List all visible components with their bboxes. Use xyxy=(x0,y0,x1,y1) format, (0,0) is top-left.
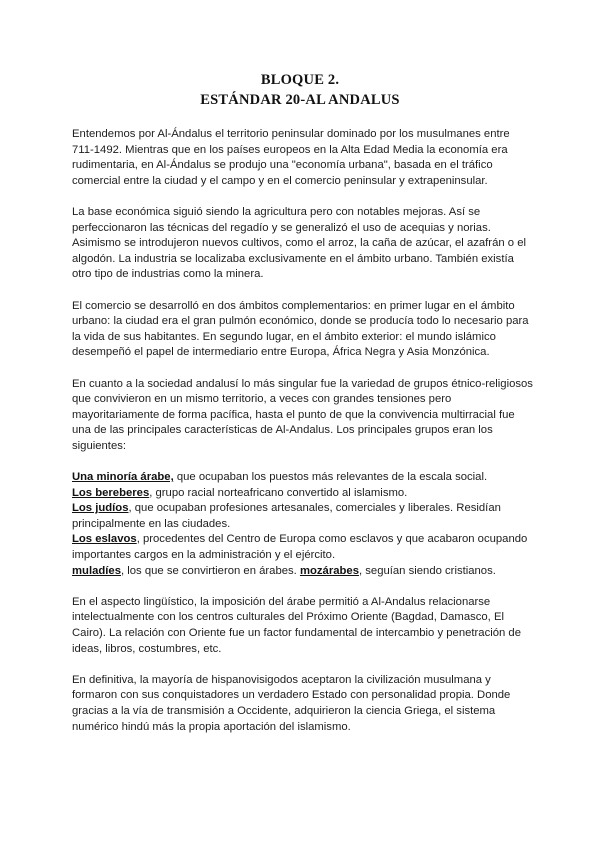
conclusion-paragraph: En definitiva, la mayoría de hispanovisigodos aceptaron la civilización musulmana y formaron con sus conquistadores un verdadero Estado con personalidad propia. Donde gracias a la vía de transmisión a Occidente, adquirieron la ciencia Griega, el sistema numérico hindú más la propia aportación del islamismo. xyxy=(72,673,511,733)
economy-paragraph: La base económica siguió siendo la agricultura pero con notables mejoras. Así se perfeccionaron las técnicas del regadío y se generalizó el uso de acequias y norias. Asimismo se introdujeron nuevos cultivos, como el arroz, la caña de azúcar, el azafrán o el algodón. La industria se localizaba exclusivamente en el ámbito urbano. También existía otro tipo de industrias como la minera. xyxy=(72,205,526,281)
document-body xyxy=(72,127,534,751)
group-description: que ocupaban los puestos más relevantes de la escala social. xyxy=(173,471,488,484)
group-item xyxy=(72,564,534,580)
block-title: BLOQUE 2. xyxy=(260,72,340,88)
standard-title: ESTÁNDAR 20-AL ANDALUS xyxy=(200,92,400,108)
group-term: Los judíos xyxy=(72,502,129,515)
commerce-paragraph: El comercio se desarrolló en dos ámbitos complementarios: en primer lugar en el ámbito urbano: la ciudad era el gran pulmón económico, donde se producía todo lo necesario para la vida de sus habitantes. En segundo lugar, en el ámbito exterior: el mundo islámico desempeñó el papel de intermediario entre Europa, África Negra y Asia Monzónica. xyxy=(72,299,529,359)
group-item xyxy=(72,532,534,563)
intro-paragraph: Entendemos por Al-Ándalus el territorio peninsular dominado por los musulmanes entre 711-1492. Mientras que en los países europeos en la Alta Edad Media la economía era rudimentaria, en Al-Ándalus se produjo una "economía urbana", basada en el tráfico comercial entre la ciudad y el campo y en el comercio peninsular y extrapeninsular. xyxy=(72,128,510,187)
group-description: , los que se convirtieron en árabes. xyxy=(120,564,300,577)
group-item xyxy=(72,486,534,502)
group-term: Los bereberes xyxy=(72,486,150,499)
group-description: , procedentes del Centro de Europa como esclavos y que acabaron ocupando importantes cargos en la administración y el ejército. xyxy=(72,533,528,562)
group-description: , seguían siendo cristianos. xyxy=(358,564,496,577)
group-term: muladíes xyxy=(72,564,121,577)
group-term: mozárabes xyxy=(299,564,359,577)
group-term: Una minoría árabe, xyxy=(72,471,174,484)
language-paragraph: En el aspecto lingüístico, la imposición del árabe permitió a Al-Andalus relacionarse intelectualmente con los centros culturales del Próximo Oriente (Bagdad, Damasco, El Cairo). La relación con Oriente fue un factor fundamental de intercambio y penetración de ideas, libros, costumbres, etc. xyxy=(72,595,521,655)
group-description: , que ocupaban profesiones artesanales, comerciales y liberales. Residían principalmente en las ciudades. xyxy=(72,502,501,530)
group-term: Los eslavos xyxy=(72,533,137,546)
group-description: , grupo racial norteafricano convertido al islamismo. xyxy=(149,486,408,499)
group-item xyxy=(72,501,534,532)
group-item xyxy=(72,470,534,486)
groups-list xyxy=(72,470,534,579)
society-paragraph: En cuanto a la sociedad andalusí lo más singular fue la variedad de grupos étnico-religiosos que convivieron en un mismo territorio, a veces con grandes tensiones pero mayoritariamente de forma pacífica, hasta el punto de que la convivencia multirracial fue una de las principales características de Al-Andalus. Los principales grupos eran los siguientes: xyxy=(72,377,533,452)
